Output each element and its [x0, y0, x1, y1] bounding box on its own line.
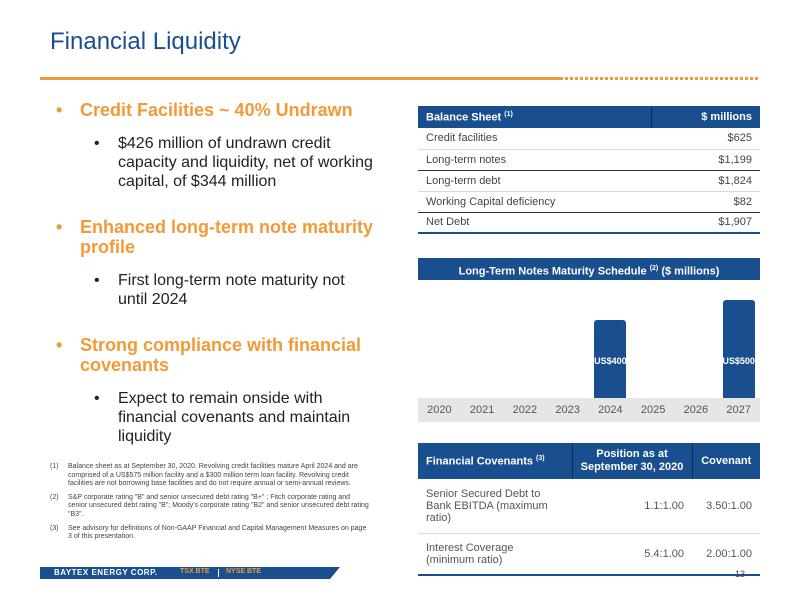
bullet-heading-text: Strong compliance with financial covenants [80, 335, 362, 375]
sub-bullet [56, 389, 376, 446]
row-value: $1,824 [652, 170, 760, 191]
bar-data-label: US$400 [594, 356, 627, 366]
footnote-text: Balance sheet as at September 30, 2020. Revolving credit facilities mature April 2024 and are comprised of a US$575 million facility and a $300 million term loan facility. Revolving credit facilities are not borrowing base facilities and do not require annual or semi-annual reviews. [68, 463, 358, 488]
chart-title [418, 258, 760, 280]
x-tick-label: 2020 [427, 404, 452, 416]
row-value: $1,907 [652, 212, 760, 233]
row-value: $625 [652, 128, 760, 149]
tsx-ticker: TSX BTE [180, 568, 210, 575]
footnote-text: See advisory for definitions of Non-GAAP Financial and Capital Management Measures on page 3 of this presentation. [68, 524, 367, 541]
page-number: 13 [735, 569, 746, 579]
sub-bullet-dot: • [94, 135, 100, 152]
row-label: Long-term debt [418, 170, 652, 191]
bullet-heading [56, 100, 376, 120]
balance-sheet-header [418, 106, 652, 128]
footnote-number: (3) [50, 524, 59, 532]
bullet-dot: • [56, 100, 63, 120]
row-value: $1,199 [652, 149, 760, 170]
bullet-heading-text: Enhanced long-term note maturity profile [80, 217, 374, 257]
covenants-header [418, 443, 572, 479]
x-tick-label: 2022 [512, 404, 538, 416]
chart-title-sup: (2) [649, 265, 659, 272]
footnote [50, 525, 370, 542]
covenant-label: Senior Secured Debt to Bank EBITDA (maximum ratio) [418, 479, 572, 533]
covenant-position: 5.4:1.00 [572, 533, 692, 575]
row-label: Credit facilities [418, 128, 652, 149]
bar-2027 [723, 300, 755, 398]
position-header-line1: Position as at [596, 448, 668, 460]
footnote-number: (1) [50, 463, 59, 470]
table-row [418, 128, 760, 149]
x-tick-label: 2023 [555, 404, 580, 416]
chart-title-suffix: ($ millions) [661, 265, 720, 278]
row-label: Working Capital deficiency [418, 191, 652, 212]
sub-bullet-dot: • [94, 272, 100, 289]
table-row [418, 533, 760, 575]
footer-arrow [330, 567, 340, 579]
financial-covenants-table [418, 443, 760, 576]
sub-bullet-text: First long-term note maturity not until 2024 [118, 272, 345, 308]
chart-title-text: Long-Term Notes Maturity Schedule [458, 265, 647, 278]
table-row [418, 212, 760, 233]
table-row [418, 149, 760, 170]
row-label: Long-term notes [418, 149, 652, 170]
title-divider-hatch [560, 77, 760, 80]
covenant-requirement: 3.50:1.00 [692, 479, 760, 533]
balance-sheet-header-sup: (1) [504, 110, 513, 118]
footnote-number: (2) [50, 493, 59, 501]
page-title: Financial Liquidity [50, 28, 241, 55]
covenant-header: Covenant [692, 443, 760, 479]
footnotes [50, 463, 370, 547]
bar-data-label: US$500 [722, 356, 755, 366]
table-row [418, 170, 760, 191]
balance-sheet-table [418, 106, 760, 234]
footnote-text: S&P corporate rating "B" and senior unsecured debt rating "B+" ; Fitch corporate rating and senior unsecured debt rating "B"; Moody's corporate rating "B2" and senior unsecured debt rating "B3". [68, 493, 369, 518]
sub-bullet-dot: • [94, 390, 100, 407]
footer-bar [40, 567, 330, 579]
footnote [50, 494, 370, 520]
row-value: $82 [652, 191, 760, 212]
covenant-label: Interest Coverage (minimum ratio) [418, 533, 572, 575]
position-header-line2: September 30, 2020 [580, 461, 684, 473]
bullet-heading [56, 335, 376, 375]
x-tick-label: 2021 [469, 404, 495, 416]
bullet-list [56, 100, 376, 472]
company-logo-text: BAYTEX ENERGY CORP. [54, 568, 158, 577]
balance-sheet-header-label: Balance Sheet [426, 111, 502, 124]
bullet-heading-text: Credit Facilities ~ 40% Undrawn [80, 100, 353, 120]
sub-bullet [56, 134, 376, 191]
sub-bullet-text: $426 million of undrawn credit capacity and liquidity, net of working capital, of $344 million [118, 135, 373, 190]
nyse-ticker: NYSE BTE [226, 568, 262, 575]
table-row [418, 191, 760, 212]
bullet-dot: • [56, 217, 63, 237]
footnote [50, 463, 370, 489]
sub-bullet [56, 271, 376, 309]
covenants-header-sup: (3) [536, 454, 545, 462]
table-row [418, 479, 760, 533]
chart-x-axis [418, 398, 760, 422]
covenant-requirement: 2.00:1.00 [692, 533, 760, 575]
row-label: Net Debt [418, 212, 652, 233]
x-tick-label: 2027 [726, 404, 751, 416]
bullet-dot: • [56, 335, 63, 355]
x-tick-label: 2025 [640, 404, 666, 416]
position-header [572, 443, 692, 479]
covenant-position: 1.1:1.00 [572, 479, 692, 533]
ticker-divider [218, 569, 219, 577]
maturity-chart [418, 280, 760, 398]
x-tick-label: 2024 [598, 404, 623, 416]
title-divider [40, 77, 560, 80]
bullet-heading [56, 217, 376, 257]
x-tick-label: 2026 [683, 404, 709, 416]
balance-sheet-value-header: $ millions [652, 106, 760, 128]
sub-bullet-text: Expect to remain onside with financial covenants and maintain liquidity [118, 390, 351, 445]
covenants-header-label: Financial Covenants [426, 455, 533, 468]
